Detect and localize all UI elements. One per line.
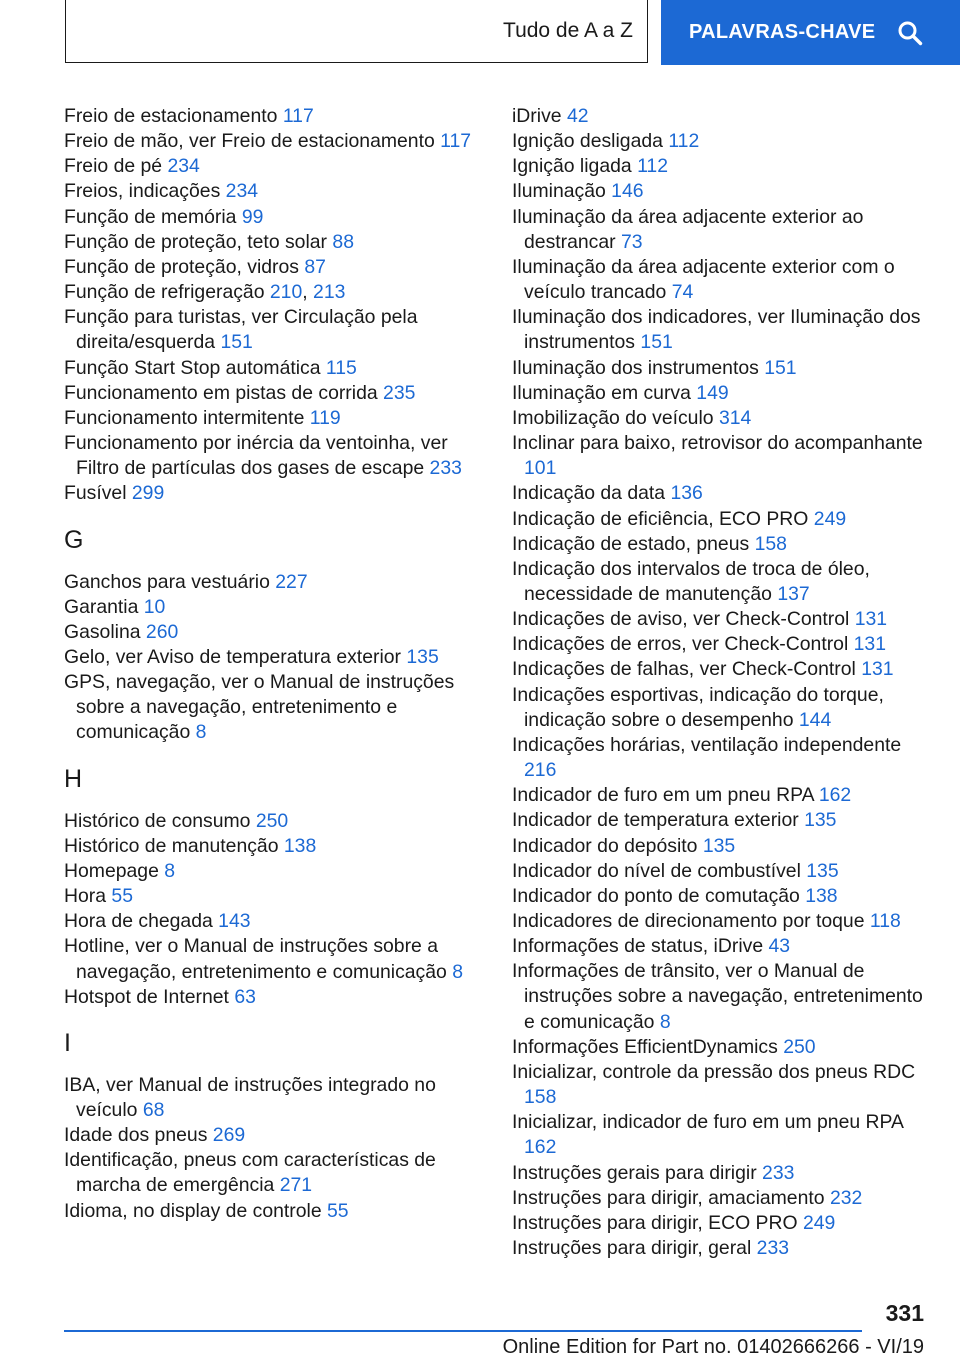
index-entry [512,1060,932,1110]
index-entry [512,959,932,1034]
page-link[interactable]: 234 [225,180,259,203]
page-link[interactable]: 210 [269,281,303,304]
index-column-right [512,104,932,1261]
index-entry-text: Fusível [64,482,127,505]
index-entry-text: Hotspot de Internet [64,985,229,1008]
page-link[interactable]: 118 [869,910,901,932]
page-link[interactable]: 135 [804,809,837,832]
index-entry-text: Indicador de furo em um pneu RPA [512,784,814,807]
index-entry [64,1123,484,1148]
index-entry-text: Ganchos para vestuário [64,570,270,593]
index-entry [64,356,484,381]
page-link[interactable]: 55 [111,885,133,908]
index-entry-text: Inclinar para baixo, retrovisor do acompanhante [512,432,923,455]
page-link[interactable]: 63 [234,985,256,1008]
index-entry-text: Ignição ligada [512,155,632,178]
index-entry [64,1148,484,1198]
index-entry-text: Função para turistas, ver Circulação pela direita/esquerda [64,306,418,354]
index-entry [512,179,932,204]
index-entry [64,934,484,984]
index-entry [512,406,932,431]
index-entry-text: Freio de pé [64,155,163,178]
index-entry-text: Indicador do nível de combustível [512,859,801,882]
page-link[interactable]: 87 [304,255,326,278]
index-entry-text: Iluminação da área adjacente exterior com o veículo trancado [512,255,895,304]
page-link[interactable]: 43 [768,935,791,958]
page-link[interactable]: 88 [332,230,354,253]
page-link[interactable]: 213 [313,281,346,304]
page-link[interactable]: 138 [805,884,838,907]
index-entry-text: Histórico de manutenção [64,834,279,857]
page-link[interactable]: 8 [659,1010,671,1033]
index-entry [512,1161,932,1186]
index-entry-text: Imobilização do veículo [512,406,714,429]
index-entry-text: Iluminação dos instrumentos [512,356,759,379]
index-entry [512,934,932,959]
page-link[interactable]: 115 [325,356,357,379]
index-entry [512,1110,932,1160]
page-link[interactable]: 234 [167,155,200,178]
index-entry [64,205,484,230]
index-entry-text: Indicações de falhas, ver Check-Control [512,658,856,681]
page-link[interactable]: 250 [255,809,289,832]
page-link[interactable]: 42 [566,105,589,127]
index-entry [64,884,484,909]
index-entry-text: Histórico de consumo [64,809,251,832]
page-link[interactable]: 227 [275,570,308,593]
index-entry [512,356,932,381]
page-number: 331 [885,1300,924,1326]
index-entry-text: Indicação da data [512,482,666,505]
index-entry [512,909,932,934]
page-link[interactable]: 112 [668,130,700,153]
page-link[interactable]: 158 [754,532,787,555]
index-entry-text: Indicações de aviso, ver Check-Control [512,608,850,631]
index-entry-text: Hora de chegada [64,910,213,933]
page-link[interactable]: 144 [798,708,832,731]
page-link[interactable]: 233 [429,457,462,480]
index-letter-heading: I [64,1028,71,1057]
index-entry [64,570,484,595]
index-entry [512,557,932,607]
index-entry [512,884,932,909]
index-entry [64,834,484,859]
index-entry-text: Função Start Stop automática [64,356,321,379]
index-entry [64,620,484,645]
page-link[interactable]: 146 [611,180,644,203]
index-entry-text: Inicializar, indicador de furo em um pneu RPA [512,1111,903,1134]
index-entry-text: Indicações de erros, ver Check-Control [512,633,849,656]
index-entry: Função de refrigeração 210, 213 [64,281,346,304]
page-link[interactable]: 314 [718,406,752,429]
index-entry [512,859,932,884]
page-link[interactable]: 269 [212,1124,246,1147]
index-entry-text: Indicações horárias, ventilação independente [512,733,902,756]
index-entry [512,381,932,406]
index-entry-text: Informações de status, iDrive [512,935,764,958]
page-link[interactable]: 8 [195,721,207,744]
index-entry-text: Gasolina [64,620,141,643]
index-column-left [64,104,484,1224]
index-entry-text: Informações de trânsito, ver o Manual de instruções sobre a navegação, entretenimento e comunicação [512,960,923,1033]
page-link[interactable]: 233 [762,1161,795,1184]
index-entry [64,985,484,1010]
page-link[interactable]: 131 [854,608,888,631]
index-entry [64,670,484,745]
index-entry [64,909,484,934]
index-entry-text: Inicializar, controle da pressão dos pneus RDC [512,1060,916,1083]
index-entry [64,859,484,884]
index-entry-text: Ignição desligada [512,130,663,153]
page-link[interactable]: 138 [283,834,317,857]
index-entry [512,1186,932,1211]
index-entry-text: Indicação de eficiência, ECO PRO [512,507,809,530]
page-link[interactable]: 232 [829,1186,863,1209]
tab-a-to-z-label: Tudo de A a Z [503,19,633,42]
index-entry [64,129,484,154]
index-entry [512,129,932,154]
index-entry-text: Indicações esportivas, indicação do torque, indicação sobre o desempenho [512,683,884,731]
page-link[interactable]: 74 [671,281,694,304]
index-entry [64,595,484,620]
index-entry [512,1236,932,1261]
page-header [65,0,960,65]
index-entry-text: Função de proteção, teto solar [64,230,328,253]
index-entry [512,507,932,532]
index-entry-text: Homepage [64,859,159,882]
index-entry-text: Freio de mão, ver Freio de estacionamento [64,130,435,153]
index-entry [64,154,484,179]
index-entry-text: IBA, ver Manual de instruções integrado no veículo [64,1073,436,1121]
index-entry [64,1073,484,1123]
index-entry [64,255,484,280]
index-entry-text: Instruções gerais para dirigir [512,1161,757,1184]
page-link[interactable]: 249 [813,507,847,530]
page-link[interactable]: 131 [853,633,886,656]
index-entry [512,834,932,859]
index-letter-heading: G [64,525,84,554]
tab-keywords[interactable] [661,0,960,65]
index-entry [64,230,484,255]
index-entry-text: Indicação dos intervalos de troca de óleo, necessidade de manutenção [512,557,870,605]
page-link[interactable]: 162 [524,1136,557,1159]
index-entry-text: Funcionamento por inércia da ventoinha, ver Filtro de partículas dos gases de escape [64,432,448,480]
page-link[interactable]: 117 [440,130,472,153]
index-entry-text: Instruções para dirigir, ECO PRO [512,1211,798,1234]
index-entry [64,1199,484,1224]
index-entry-text: Iluminação dos indicadores, ver Iluminação dos instrumentos [512,306,921,354]
index-entry [512,104,932,129]
index-entry-text: Hora [64,885,107,908]
index-entry-text: Funcionamento em pistas de corrida [64,381,378,404]
index-entry [512,683,932,733]
page-link[interactable]: 73 [621,230,643,253]
index-entry [64,809,484,834]
page-link[interactable]: 117 [282,105,314,127]
page-link[interactable]: 135 [806,859,839,882]
index-entry [512,532,932,557]
index-entry-text: Instruções para dirigir, amaciamento [512,1186,825,1209]
page-link[interactable]: 151 [764,356,797,379]
index-entry-text: Garantia [64,595,139,618]
index-entry-text: Idioma, no display de controle [64,1199,322,1222]
page-link[interactable]: 99 [241,205,264,228]
index-entry [64,431,484,481]
page-link[interactable]: 151 [220,331,253,354]
index-entry-text: Informações EfficientDynamics [512,1035,778,1058]
page-link[interactable]: 136 [670,482,703,505]
page-link[interactable]: 249 [802,1211,836,1234]
index-entry-text: Iluminação em curva [512,381,691,404]
page-link[interactable]: 8 [164,859,176,882]
page-link[interactable]: 131 [861,658,894,681]
index-entry [512,733,932,783]
page-link[interactable]: 135 [702,834,736,857]
index-entry-text: Hotline, ver o Manual de instruções sobre a navegação, entretenimento e comunicação [64,935,447,983]
page-link[interactable]: 151 [640,331,673,354]
index-entry [64,381,484,406]
index-entry [512,481,932,506]
index-entry-text: Indicadores de direcionamento por toque [512,910,865,932]
index-entry-text: GPS, navegação, ver o Manual de instruções sobre a navegação, entretenimento e comunicação [64,671,455,744]
page-link[interactable]: 158 [524,1086,557,1109]
page-link[interactable]: 135 [406,645,439,668]
page-link[interactable]: 68 [142,1099,165,1121]
index-entry-text: Indicador de temperatura exterior [512,809,799,832]
index-entry-text: Instruções para dirigir, geral [512,1237,752,1260]
index-entry-text: Idade dos pneus [64,1124,208,1147]
page-link[interactable]: 8 [452,960,464,983]
index-entry-text: Freio de estacionamento [64,105,278,127]
index-entry [512,1211,932,1236]
index-entry-text: Funcionamento intermitente [64,406,305,429]
index-entry-text: iDrive [512,105,562,127]
index-entry-text: Indicação de estado, pneus [512,532,750,555]
index-entry [64,645,484,670]
page-link[interactable]: 235 [383,381,416,404]
index-entry-text: Iluminação [512,180,606,203]
index-entry [512,632,932,657]
page-link[interactable]: 216 [524,759,557,782]
footer-rule [64,1330,862,1332]
index-entry-text: Identificação, pneus com características de marcha de emergência [64,1149,436,1197]
index-entry-text: Função de refrigeração [64,281,265,304]
index-entry-text: Iluminação da área adjacente exterior ao destrancar [512,205,864,253]
index-entry-text: Função de memória [64,205,237,228]
page-link[interactable]: 162 [818,784,852,807]
index-entry [512,607,932,632]
index-entry [512,808,932,833]
page-link[interactable]: 149 [696,381,729,404]
page-link[interactable]: 10 [143,595,166,618]
index-entry [512,205,932,255]
index-entry [512,305,932,355]
page-link[interactable]: 260 [145,620,179,643]
page-link[interactable]: 250 [783,1035,816,1058]
page-link[interactable]: 119 [309,406,341,429]
index-entry [512,783,932,808]
index-entry-text: Indicador do depósito [512,834,698,857]
index-entry [64,179,484,204]
page-link[interactable]: 137 [777,582,810,605]
index-entry-text: Indicador do ponto de comutação [512,884,800,907]
index-entry-text: Freios, indicações [64,180,221,203]
page-link[interactable]: 55 [327,1199,349,1222]
page-link[interactable]: 101 [524,457,557,480]
page-link[interactable]: 271 [279,1174,313,1197]
index-entry [512,1035,932,1060]
index-entry-text: Gelo, ver Aviso de temperatura exterior [64,645,401,668]
tab-keywords-label: PALAVRAS-CHAVE [689,21,876,43]
index-entry [512,255,932,305]
tab-a-to-z[interactable] [65,0,648,63]
page-link[interactable]: 233 [756,1237,790,1260]
index-entry [64,305,484,355]
index-entry [512,431,932,481]
footer-edition: Online Edition for Part no. 01402666266 - VI/19 [502,1336,924,1358]
index-entry [64,104,484,129]
page-link[interactable]: 143 [218,910,251,933]
page-link[interactable]: 112 [637,155,668,178]
index-entry [64,406,484,431]
page-link[interactable]: 299 [131,482,165,505]
index-entry [512,154,932,179]
index-entry [64,481,484,506]
index-entry-text: Função de proteção, vidros [64,255,299,278]
index-letter-heading: H [64,764,83,793]
search-icon[interactable] [897,20,923,46]
index-entry [512,657,932,682]
